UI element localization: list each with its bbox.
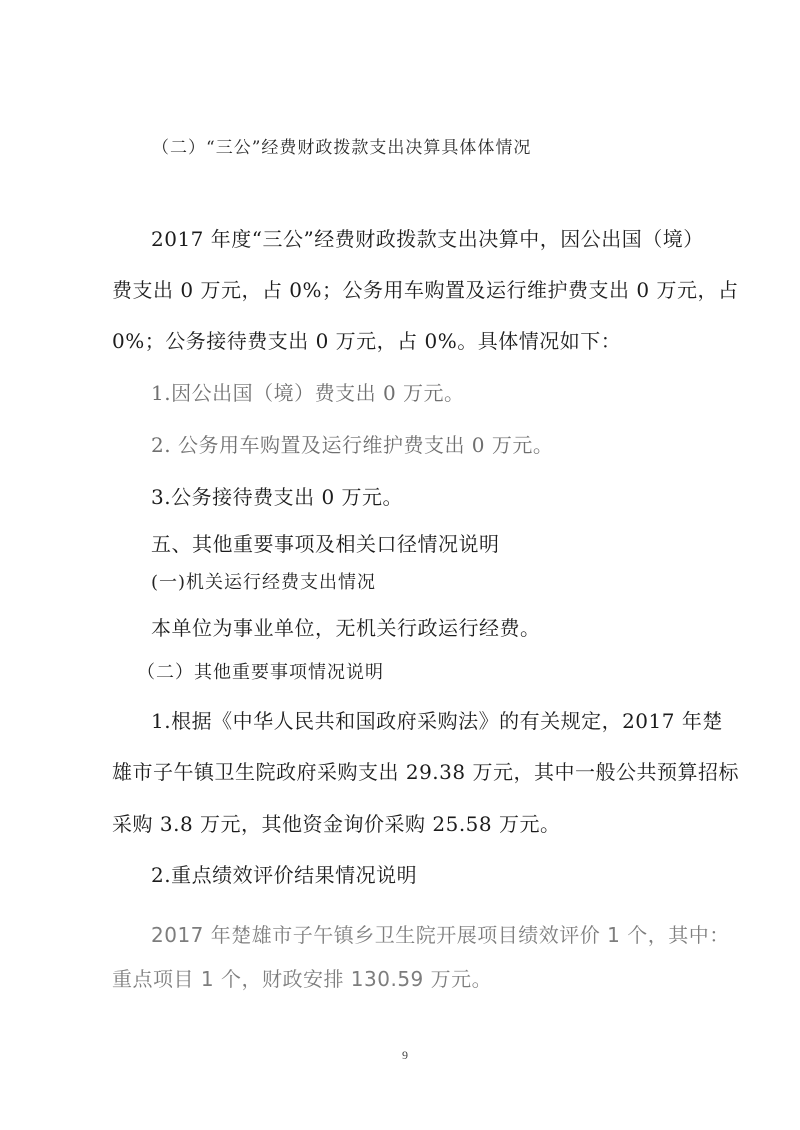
list-item-2: 2. 公务用车购置及运行维护费支出 0 万元。 <box>151 433 554 457</box>
procurement-line-3: 采购 3.8 万元，其他资金询价采购 25.58 万元。 <box>112 812 561 836</box>
intro-paragraph-line-3: 0%；公务接待费支出 0 万元，占 0%。具体情况如下： <box>112 329 622 353</box>
intro-paragraph-line-2: 费支出 0 万元，占 0%；公务用车购置及运行维护费支出 0 万元，占 <box>112 278 739 302</box>
list-item-3: 3.公务接待费支出 0 万元。 <box>151 485 404 509</box>
performance-line-1: 2017 年楚雄市子午镇乡卫生院开展项目绩效评价 1 个，其中： <box>151 923 730 947</box>
intro-paragraph-line-1: 2017 年度“三公”经费财政拨款支出决算中，因公出国（境） <box>151 227 704 251</box>
list-item-1: 1.因公出国（境）费支出 0 万元。 <box>151 381 465 405</box>
section-5-heading: 五、其他重要事项及相关口径情况说明 <box>151 532 500 556</box>
subsection-heading-three-public: （二）“三公”经费财政拨款支出决算具体体情况 <box>152 138 532 158</box>
performance-line-2: 重点项目 1 个，财政安排 130.59 万元。 <box>112 967 493 991</box>
subsection-2-heading: （二）其他重要事项情况说明 <box>137 662 384 683</box>
procurement-line-1: 1.根据《中华人民共和国政府采购法》的有关规定，2017 年楚 <box>151 709 723 733</box>
subsection-1-heading: (一)机关运行经费支出情况 <box>151 572 377 593</box>
page-number: 9 <box>402 1048 408 1062</box>
subsection-1-text: 本单位为事业单位，无机关行政运行经费。 <box>151 616 541 640</box>
performance-heading: 2.重点绩效评价结果情况说明 <box>151 863 418 887</box>
procurement-line-2: 雄市子午镇卫生院政府采购支出 29.38 万元，其中一般公共预算招标 <box>112 760 739 784</box>
